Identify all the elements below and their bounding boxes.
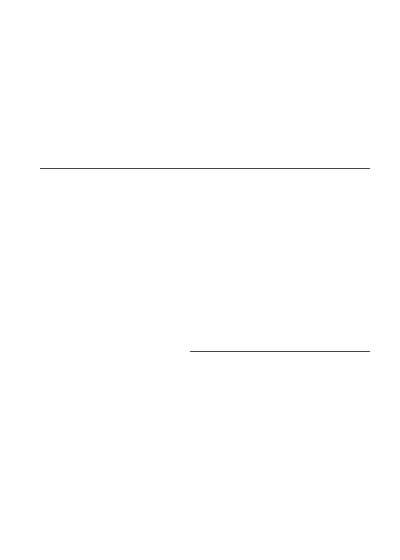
body-text [40, 177, 370, 347]
section-divider-rule-short [190, 351, 370, 352]
section-divider-rule [40, 168, 370, 169]
text-band-top [40, 30, 370, 160]
text-band-bottom [40, 360, 370, 510]
body-text [120, 360, 370, 510]
body-text [40, 30, 370, 160]
text-band-middle [40, 177, 370, 347]
